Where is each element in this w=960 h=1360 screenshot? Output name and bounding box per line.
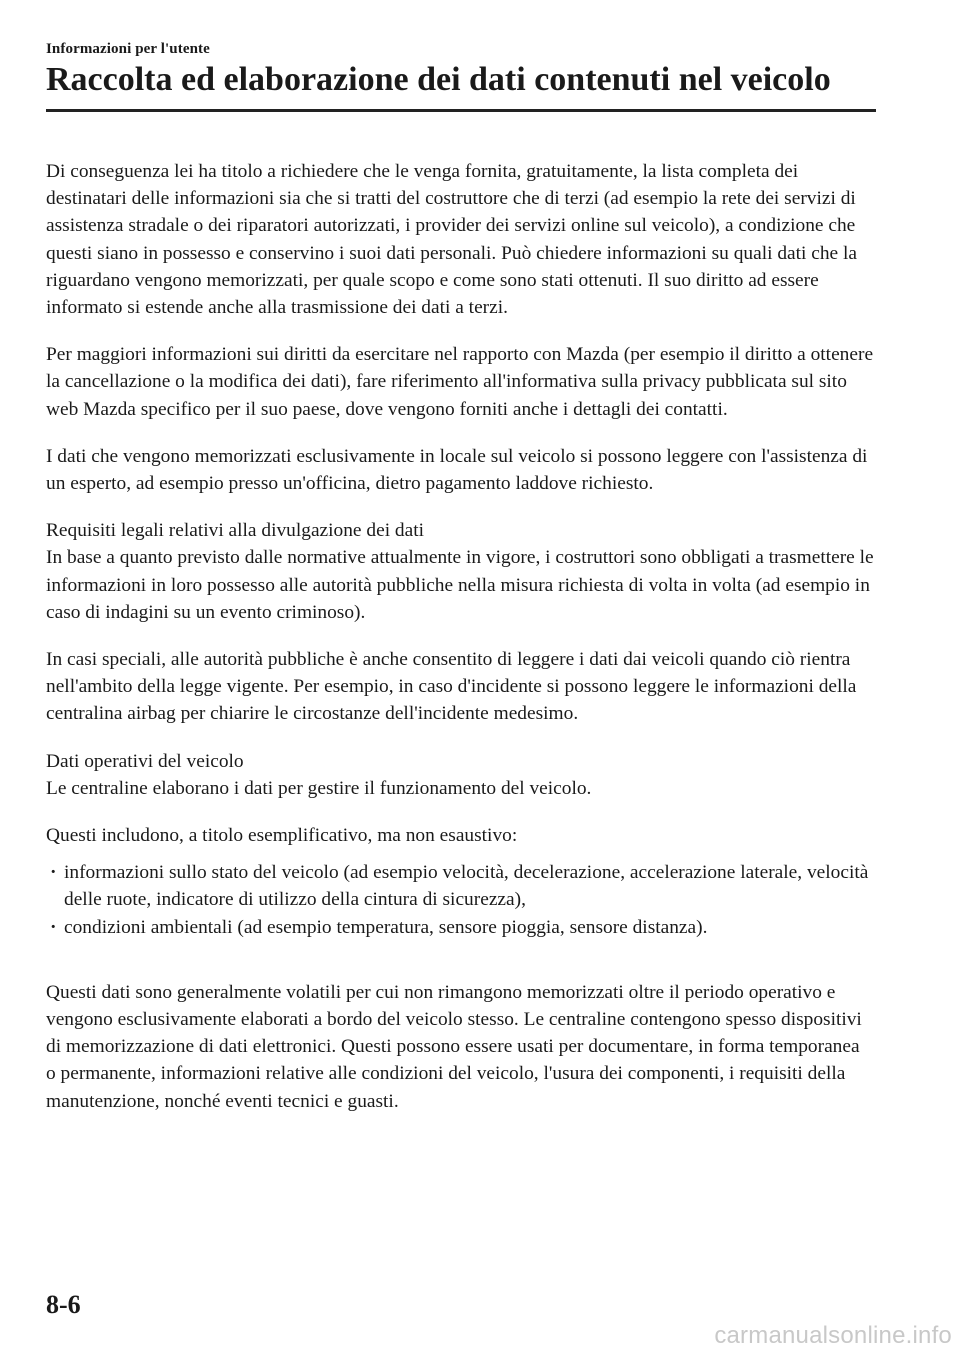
page-title: Raccolta ed elaborazione dei dati contenuti nel veicolo	[46, 61, 831, 98]
section-label: Informazioni per l'utente	[46, 41, 210, 57]
bullet-icon: ·	[50, 916, 57, 938]
watermark: carmanualsonline.info	[714, 1322, 952, 1349]
subheading-legal-requirements: Requisiti legali relativi alla divulgazione dei dati	[46, 520, 425, 542]
paragraph-special-cases: In casi speciali, alle autorità pubbliche è anche consentito di leggere i dati dai veicoli quando ciò rientra nell'ambito della legge vigente. Per esempio, in caso d'incidente si possono leggere le informazioni della centralina airbag per chiarire le circostanze dell'incidente medesimo.	[46, 649, 857, 725]
paragraph-rights-recipients: Di conseguenza lei ha titolo a richiedere che le venga fornita, gratuitamente, la lista completa dei destinatari delle informazioni sia che si tratti del costruttore che di terzi (ad esempio la rete dei servizi di assistenza stradale o dei riparatori autorizzati, i provider dei servizi online sul veicolo), a condizione che questi siano in possesso e conservino i suoi dati personali. Può chiedere informazioni su quali dati che la riguardano vengono memorizzati, per quale scopo e come sono stati ottenuti. Il suo diritto ad essere informato si estende anche alla trasmissione dei dati a terzi.	[46, 161, 857, 319]
bullet-list	[46, 859, 874, 941]
list-item-text: informazioni sullo stato del veicolo (ad esempio velocità, decelerazione, accelerazione laterale, velocità delle ruote, indicatore di utilizzo della cintura di sicurezza),	[64, 862, 869, 911]
document-body	[46, 158, 874, 1135]
text-operating-data: Le centraline elaborano i dati per gestire il funzionamento del veicolo.	[46, 777, 592, 799]
title-divider	[46, 109, 876, 112]
list-item	[46, 914, 874, 941]
list-item	[46, 859, 874, 913]
paragraph-list-intro: Questi includono, a titolo esemplificativo, ma non esaustivo:	[46, 825, 518, 847]
page-number: 8-6	[46, 1290, 81, 1319]
list-item-text: condizioni ambientali (ad esempio temperatura, sensore pioggia, sensore distanza).	[64, 916, 708, 938]
subheading-operating-data: Dati operativi del veicolo	[46, 750, 244, 772]
paragraph-volatile-data: Questi dati sono generalmente volatili per cui non rimangono memorizzati oltre il periodo operativo e vengono esclusivamente elaborati a bordo del veicolo stesso. Le centraline contengono spesso dispositivi di memorizzazione di dati elettronici. Questi possono essere usati per documentare, in forma temporanea o permanente, informazioni relative alle condizioni del veicolo, l'usura dei componenti, i requisiti della manutenzione, nonché eventi tecnici e guasti.	[46, 981, 862, 1112]
paragraph-local-data: I dati che vengono memorizzati esclusivamente in locale sul veicolo si possono leggere con l'assistenza di un esperto, ad esempio presso un'officina, dietro pagamento laddove richiesto.	[46, 445, 868, 495]
paragraph-operating-data	[46, 748, 874, 802]
bullet-icon: ·	[50, 862, 57, 884]
paragraph-legal-requirements	[46, 517, 874, 626]
text-legal-requirements: In base a quanto previsto dalle normative attualmente in vigore, i costruttori sono obbligati a trasmettere le informazioni in loro possesso alle autorità pubbliche nella misura richiesta di volta in volta (ad esempio in caso di indagini su un evento criminoso).	[46, 547, 874, 623]
paragraph-mazda-privacy: Per maggiori informazioni sui diritti da esercitare nel rapporto con Mazda (per esempio il diritto a ottenere la cancellazione o la modifica dei dati), fare riferimento all'informativa sulla privacy pubblicata sul sito web Mazda specifico per il suo paese, dove vengono forniti anche i dettagli dei contatti.	[46, 344, 874, 420]
